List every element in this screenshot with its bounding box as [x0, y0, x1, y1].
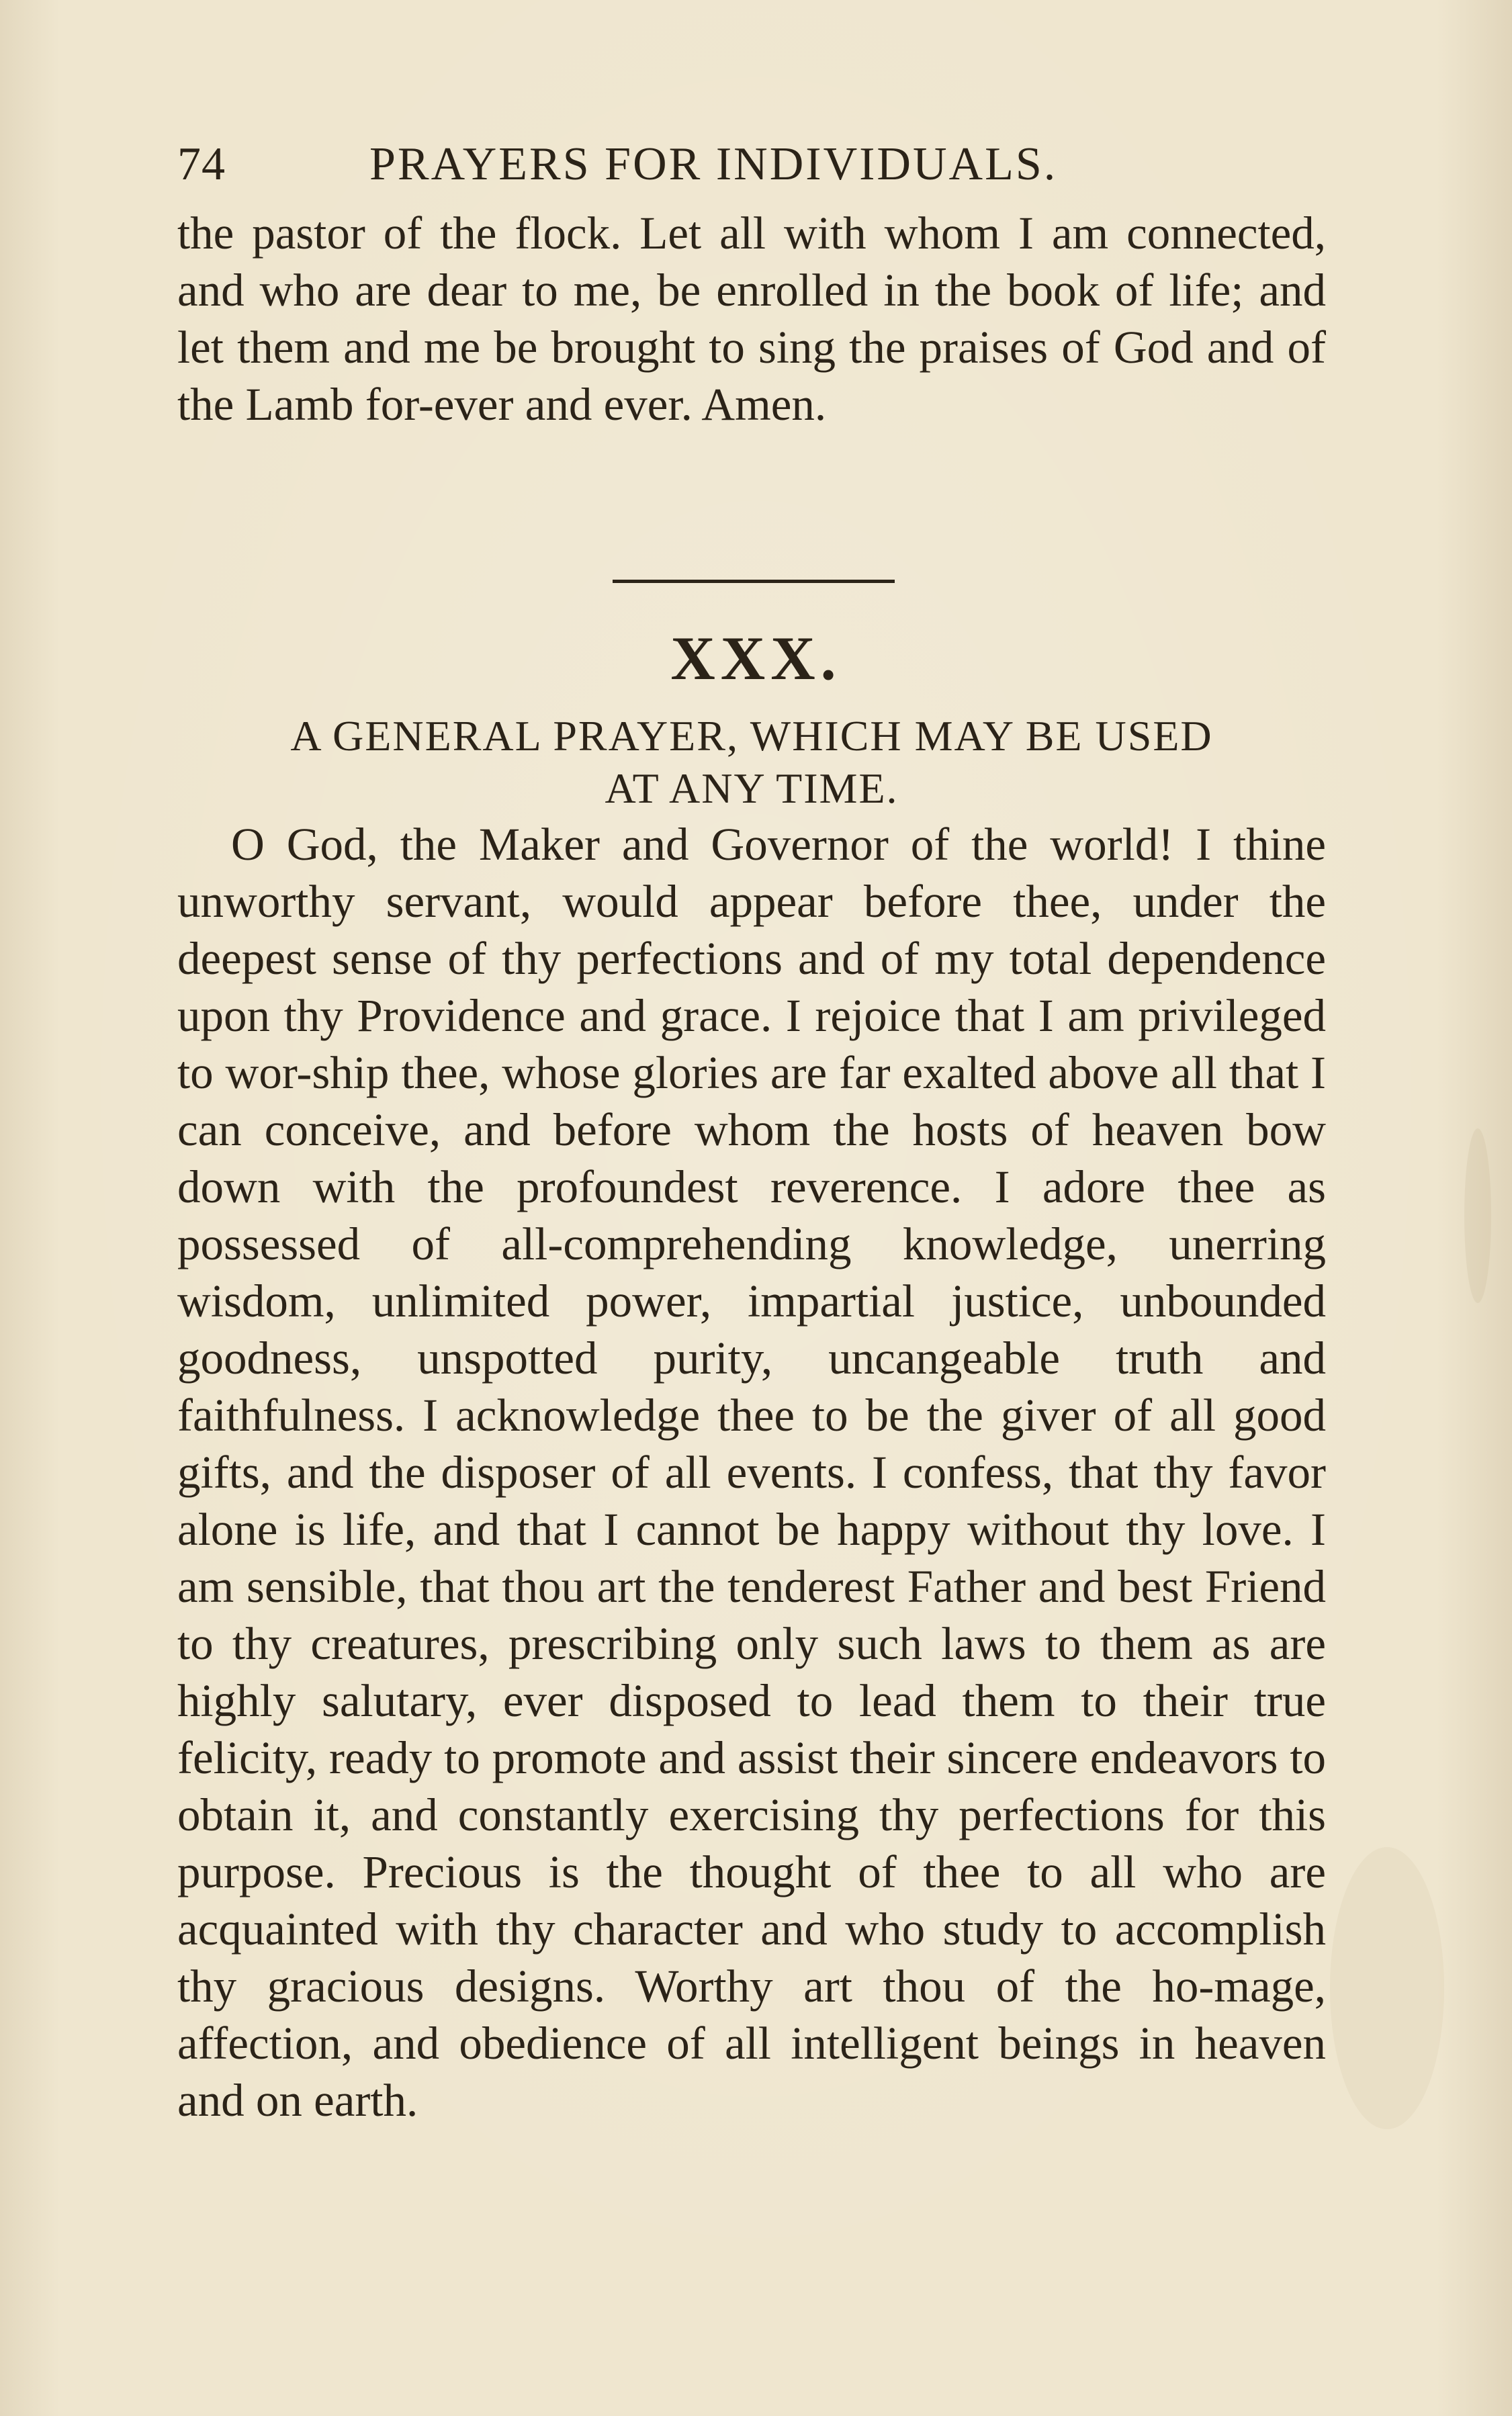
section-divider	[613, 580, 895, 583]
paper-stain	[1330, 1847, 1444, 2129]
running-head: PRAYERS FOR INDIVIDUALS.	[369, 138, 1058, 190]
section-title-line: AT ANY TIME.	[605, 764, 899, 812]
section-title	[177, 710, 1326, 815]
page-header	[177, 134, 1326, 195]
section-title-line: A GENERAL PRAYER, WHICH MAY BE USED	[290, 712, 1213, 760]
prayer-body: O God, the Maker and Governor of the world! I thine unworthy servant, would appear before thee, under the deepest sense of thy perfections and of my total dependence upon thy Providence and grace. I rejoice that I am privileged to wor-ship thee, whose glories are far exalted above all that I can conceive, and before whom the hosts of heaven bow down with the profoundest reverence. I adore thee as possessed of all-comprehending knowledge, unerring wisdom, unlimited power, impartial justice, unbounded goodness, unspotted purity, uncangeable truth and faithfulness. I acknowledge thee to be the giver of all good gifts, and the disposer of all events. I confess, that thy favor alone is life, and that I cannot be happy without thy love. I am sensible, that thou art the tenderest Father and best Friend to thy creatures, prescribing only such laws to them as are highly salutary, ever disposed to lead them to their true felicity, ready to promote and assist their sincere endeavors to obtain it, and constantly exercising thy perfections for this purpose. Precious is the thought of thee to all who are acquainted with thy character and who study to accomplish thy gracious designs. Worthy art thou of the ho-mage, affection, and obedience of all intelligent beings in heaven and on earth.	[177, 819, 1326, 2126]
page-number: 74	[177, 138, 226, 190]
section-number: XXX.	[670, 624, 842, 692]
paper-stain	[1464, 1128, 1491, 1303]
continuation-paragraph: the pastor of the flock. Let all with whom I am connected, and who are dear to me, be enrolled in the book of life; and let them and me be brought to sing the praises of God and of the Lamb for-ever and ever. Amen.	[177, 208, 1326, 430]
